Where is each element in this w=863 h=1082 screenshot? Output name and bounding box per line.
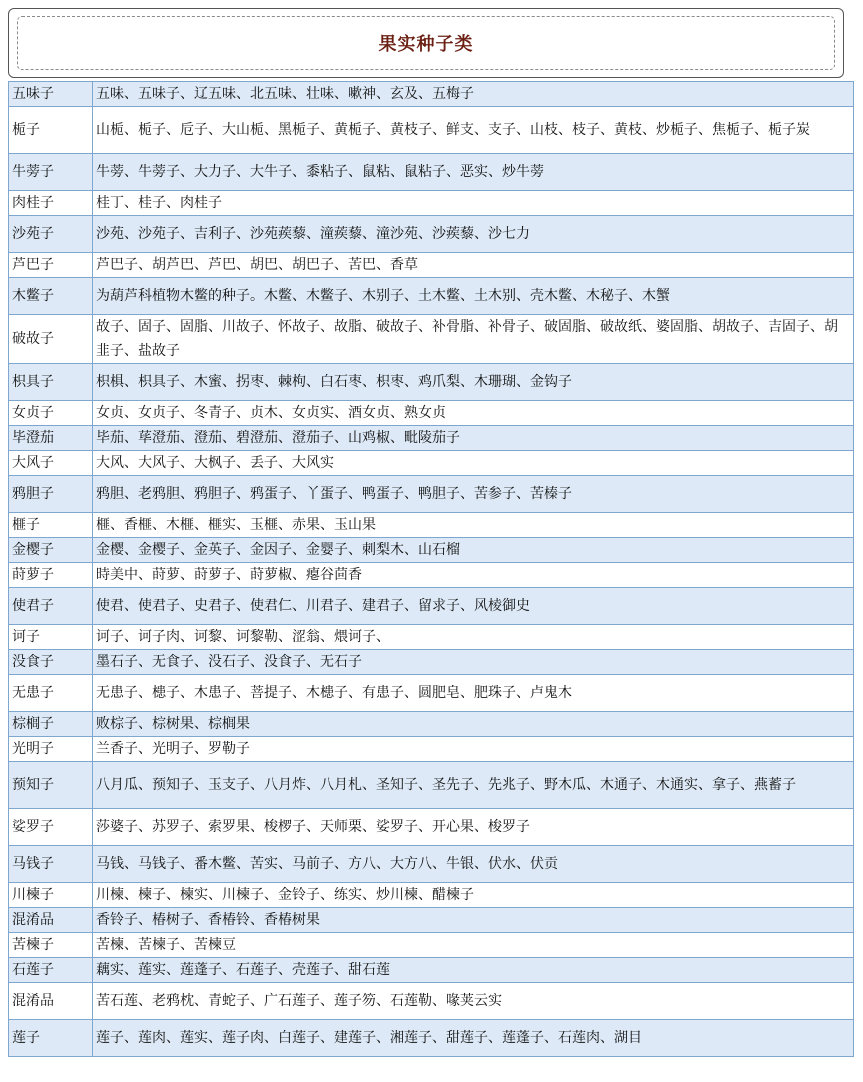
herb-aliases-cell: 兰香子、光明子、罗勒子 (93, 737, 854, 762)
herb-aliases-cell: 山栀、栀子、卮子、大山栀、黑栀子、黄栀子、黄枝子、鲜支、支子、山枝、枝子、黄枝、炒栀子、焦栀子、栀子炭 (93, 107, 854, 154)
table-row (9, 426, 854, 451)
table-row (9, 476, 854, 513)
table-row (9, 315, 854, 364)
herb-name-cell: 混淆品 (9, 983, 93, 1020)
herb-aliases-cell: 大风、大风子、大枫子、丢子、大风实 (93, 451, 854, 476)
herb-name-cell: 枳具子 (9, 364, 93, 401)
table-row (9, 958, 854, 983)
herb-name-cell: 混淆品 (9, 908, 93, 933)
table-row (9, 933, 854, 958)
herb-name-cell: 马钱子 (9, 846, 93, 883)
herb-name-cell: 诃子 (9, 625, 93, 650)
herb-name-cell: 大风子 (9, 451, 93, 476)
title-box (8, 8, 844, 78)
herb-name-cell: 破故子 (9, 315, 93, 364)
herb-name-cell: 肉桂子 (9, 191, 93, 216)
herb-aliases-cell: 苦石莲、老鸦枕、青蛇子、广石莲子、莲子笏、石莲勒、喙荚云实 (93, 983, 854, 1020)
table-row (9, 563, 854, 588)
herb-aliases-cell: 毕茄、荜澄茄、澄茄、碧澄茄、澄茄子、山鸡椒、毗陵茄子 (93, 426, 854, 451)
herb-name-cell: 五味子 (9, 82, 93, 107)
table-row (9, 737, 854, 762)
herb-alias-table (8, 81, 854, 1057)
herb-name-cell: 没食子 (9, 650, 93, 675)
table-row (9, 1020, 854, 1057)
table-row (9, 401, 854, 426)
table-row (9, 451, 854, 476)
herb-name-cell: 毕澄茄 (9, 426, 93, 451)
table-row (9, 364, 854, 401)
herb-name-cell: 川楝子 (9, 883, 93, 908)
page-title: 果实种子类 (378, 34, 474, 55)
table-row (9, 809, 854, 846)
herb-name-cell: 木鳖子 (9, 278, 93, 315)
herb-name-cell: 芦巴子 (9, 253, 93, 278)
table-row (9, 513, 854, 538)
herb-aliases-cell: 香铃子、椿树子、香椿铃、香椿树果 (93, 908, 854, 933)
table-row (9, 625, 854, 650)
table-row (9, 253, 854, 278)
table-row (9, 675, 854, 712)
herb-name-cell: 沙苑子 (9, 216, 93, 253)
table-row (9, 712, 854, 737)
herb-aliases-cell: 川楝、楝子、楝实、川楝子、金铃子、练实、炒川楝、醋楝子 (93, 883, 854, 908)
title-inner-frame (17, 16, 835, 70)
herb-name-cell: 金樱子 (9, 538, 93, 563)
herb-name-cell: 榧子 (9, 513, 93, 538)
herb-aliases-cell: 莎婆子、苏罗子、索罗果、梭椤子、天师栗、娑罗子、开心果、梭罗子 (93, 809, 854, 846)
herb-aliases-cell: 金樱、金樱子、金英子、金因子、金婴子、刺梨木、山石榴 (93, 538, 854, 563)
herb-aliases-cell: 時美中、莳萝、莳萝子、莳萝椒、瘪谷茴香 (93, 563, 854, 588)
herb-name-cell: 女贞子 (9, 401, 93, 426)
herb-aliases-cell: 芦巴子、胡芦巴、芦巴、胡巴、胡巴子、苦巴、香草 (93, 253, 854, 278)
herb-aliases-cell: 马钱、马钱子、番木鳖、苦实、马前子、方八、大方八、牛银、伏水、伏贡 (93, 846, 854, 883)
table-row (9, 883, 854, 908)
table-row (9, 762, 854, 809)
herb-name-cell: 使君子 (9, 588, 93, 625)
table-row (9, 908, 854, 933)
herb-aliases-cell: 女贞、女贞子、冬青子、贞木、女贞实、酒女贞、熟女贞 (93, 401, 854, 426)
table-row (9, 846, 854, 883)
herb-aliases-cell: 败棕子、棕树果、棕榈果 (93, 712, 854, 737)
herb-name-cell: 莲子 (9, 1020, 93, 1057)
herb-aliases-cell: 无患子、槵子、木患子、菩提子、木槵子、有患子、圆肥皂、肥珠子、卢鬼木 (93, 675, 854, 712)
herb-aliases-cell: 枳椇、枳具子、木蜜、拐枣、棘枸、白石枣、枳枣、鸡爪梨、木珊瑚、金钩子 (93, 364, 854, 401)
herb-aliases-cell: 故子、固子、固脂、川故子、怀故子、故脂、破故子、补骨脂、补骨子、破固脂、破故纸、婆固脂、胡故子、吉固子、胡韭子、盐故子 (93, 315, 854, 364)
herb-aliases-cell: 藕实、莲实、莲蓬子、石莲子、壳莲子、甜石莲 (93, 958, 854, 983)
table-row (9, 216, 854, 253)
herb-name-cell: 棕榈子 (9, 712, 93, 737)
herb-name-cell: 牛蒡子 (9, 154, 93, 191)
herb-name-cell: 栀子 (9, 107, 93, 154)
herb-aliases-cell: 莲子、莲肉、莲实、莲子肉、白莲子、建莲子、湘莲子、甜莲子、莲蓬子、石莲肉、湖目 (93, 1020, 854, 1057)
herb-aliases-cell: 苦楝、苦楝子、苦楝豆 (93, 933, 854, 958)
herb-aliases-cell: 墨石子、无食子、没石子、没食子、无石子 (93, 650, 854, 675)
herb-name-cell: 光明子 (9, 737, 93, 762)
herb-name-cell: 娑罗子 (9, 809, 93, 846)
herb-aliases-cell: 八月瓜、预知子、玉支子、八月炸、八月札、圣知子、圣先子、先兆子、野木瓜、木通子、木通实、拿子、燕蓄子 (93, 762, 854, 809)
herb-name-cell: 预知子 (9, 762, 93, 809)
herb-name-cell: 莳萝子 (9, 563, 93, 588)
table-row (9, 650, 854, 675)
herb-aliases-cell: 桂丁、桂子、肉桂子 (93, 191, 854, 216)
table-row (9, 191, 854, 216)
table-row (9, 107, 854, 154)
table-row (9, 588, 854, 625)
herb-name-cell: 苦楝子 (9, 933, 93, 958)
table-row (9, 983, 854, 1020)
herb-aliases-cell: 榧、香榧、木榧、榧实、玉榧、赤果、玉山果 (93, 513, 854, 538)
herb-aliases-cell: 牛蒡、牛蒡子、大力子、大牛子、黍粘子、鼠粘、鼠粘子、恶实、炒牛蒡 (93, 154, 854, 191)
herb-aliases-cell: 五味、五味子、辽五味、北五味、壮味、嗽神、玄及、五梅子 (93, 82, 854, 107)
herb-name-cell: 无患子 (9, 675, 93, 712)
table-row (9, 82, 854, 107)
herb-aliases-cell: 为葫芦科植物木鳖的种子。木鳖、木鳖子、木别子、土木鳖、土木别、壳木鳖、木秘子、木蟹 (93, 278, 854, 315)
table-row (9, 538, 854, 563)
herb-name-cell: 石莲子 (9, 958, 93, 983)
table-row (9, 154, 854, 191)
herb-aliases-cell: 诃子、诃子肉、诃黎、诃黎勒、涩翁、煨诃子、 (93, 625, 854, 650)
herb-aliases-cell: 鸦胆、老鸦胆、鸦胆子、鸦蛋子、丫蛋子、鸭蛋子、鸭胆子、苦参子、苦榛子 (93, 476, 854, 513)
table-row (9, 278, 854, 315)
herb-aliases-cell: 沙苑、沙苑子、吉利子、沙苑蒺藜、潼蒺藜、潼沙苑、沙蒺藜、沙七力 (93, 216, 854, 253)
herb-aliases-cell: 使君、使君子、史君子、使君仁、川君子、建君子、留求子、风棱御史 (93, 588, 854, 625)
herb-name-cell: 鸦胆子 (9, 476, 93, 513)
